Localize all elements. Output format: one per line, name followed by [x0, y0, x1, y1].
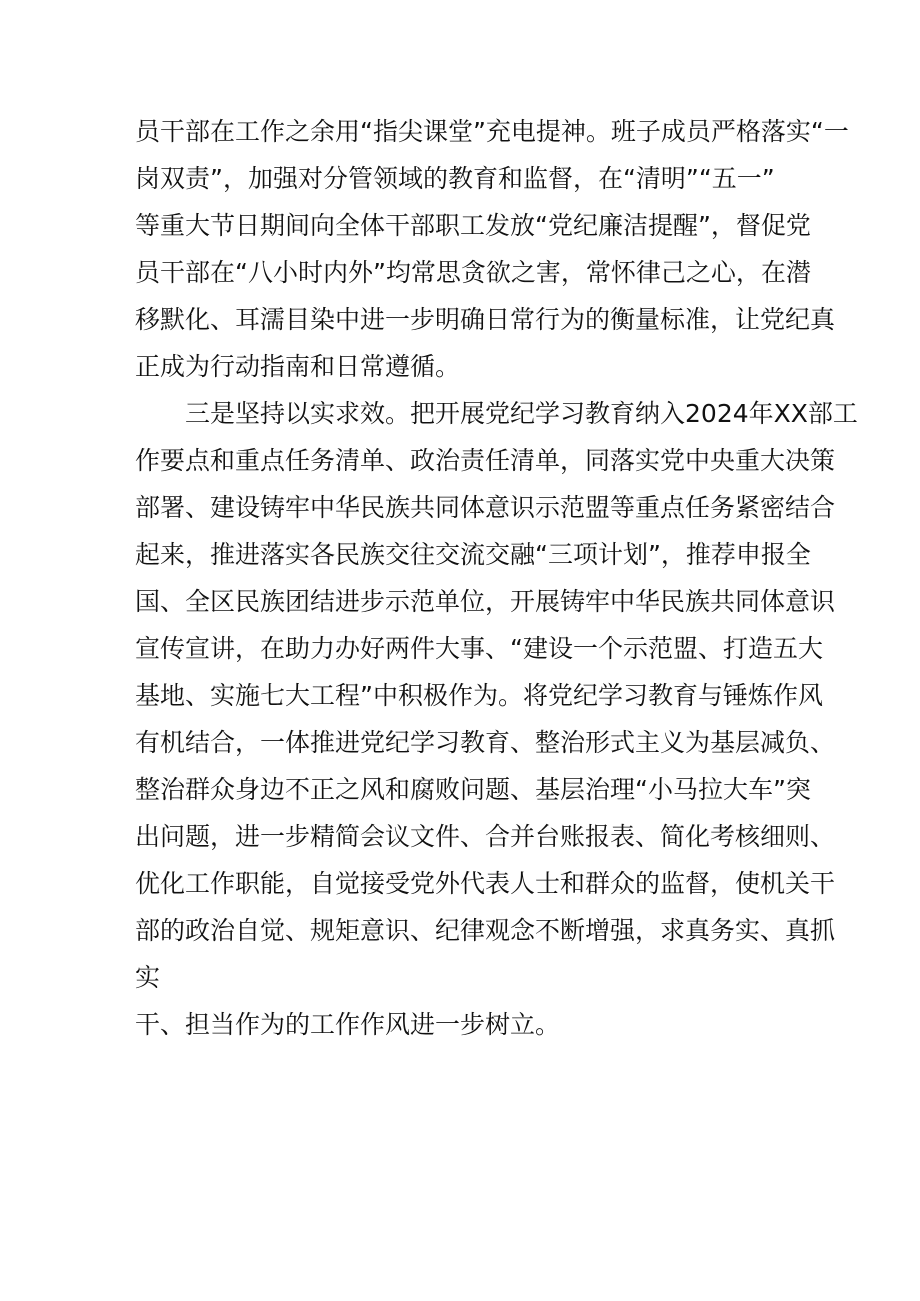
text-line: 移默化、耳濡目染中进一步明确日常行为的衡量标准，让党纪真: [135, 305, 836, 334]
text-line: 起来，推进落实各民族交往交流交融“三项计划”，推荐申报全: [135, 540, 811, 569]
text-line: 基地、实施七大工程”中积极作为。将党纪学习教育与锤炼作风: [135, 681, 823, 710]
text-line: 有机结合，一体推进党纪学习教育、整治形式主义为基层减负、: [135, 728, 836, 757]
text-line: 国、全区民族团结进步示范单位，开展铸牢中华民族共同体意识: [135, 587, 836, 616]
text-line: 三是坚持以实求效。把开展党纪学习教育纳入2024年XX部工: [135, 399, 858, 428]
text-line: 员干部在“八小时内外”均常思贪欲之害，常怀律己之心，在潜: [135, 258, 811, 287]
text-line: 作要点和重点任务清单、政治责任清单，同落实党中央重大决策: [135, 446, 836, 475]
document-body: [135, 108, 858, 1048]
text-line: 实: [135, 963, 161, 992]
text-line: 员干部在工作之余用“指尖课堂”充电提神。班子成员严格落实“一: [135, 117, 849, 146]
text-line: 部署、建设铸牢中华民族共同体意识示范盟等重点任务紧密结合: [135, 493, 836, 522]
text-line: 岗双责”，加强对分管领域的教育和监督，在“清明”“五一”: [135, 164, 775, 193]
text-line: 整治群众身边不正之风和腐败问题、基层治理“小马拉大车”突: [135, 775, 811, 804]
paragraph-2: [135, 390, 858, 1048]
text-line: 正成为行动指南和日常遵循。: [135, 352, 461, 381]
text-line: 宣传宣讲，在助力办好两件大事、“建设一个示范盟、打造五大: [135, 634, 823, 663]
paragraph-1: [135, 108, 849, 390]
text-line: 优化工作职能，自觉接受党外代表人士和群众的监督，使机关干: [135, 869, 836, 898]
text-line: 出问题，进一步精简会议文件、合并台账报表、简化考核细则、: [135, 822, 836, 851]
text-line: 干、担当作为的工作作风进一步树立。: [135, 1010, 561, 1039]
text-line: 等重大节日期间向全体干部职工发放“党纪廉洁提醒”，督促党: [135, 211, 811, 240]
text-line: 部的政治自觉、规矩意识、纪律观念不断增强，求真务实、真抓: [135, 916, 836, 945]
